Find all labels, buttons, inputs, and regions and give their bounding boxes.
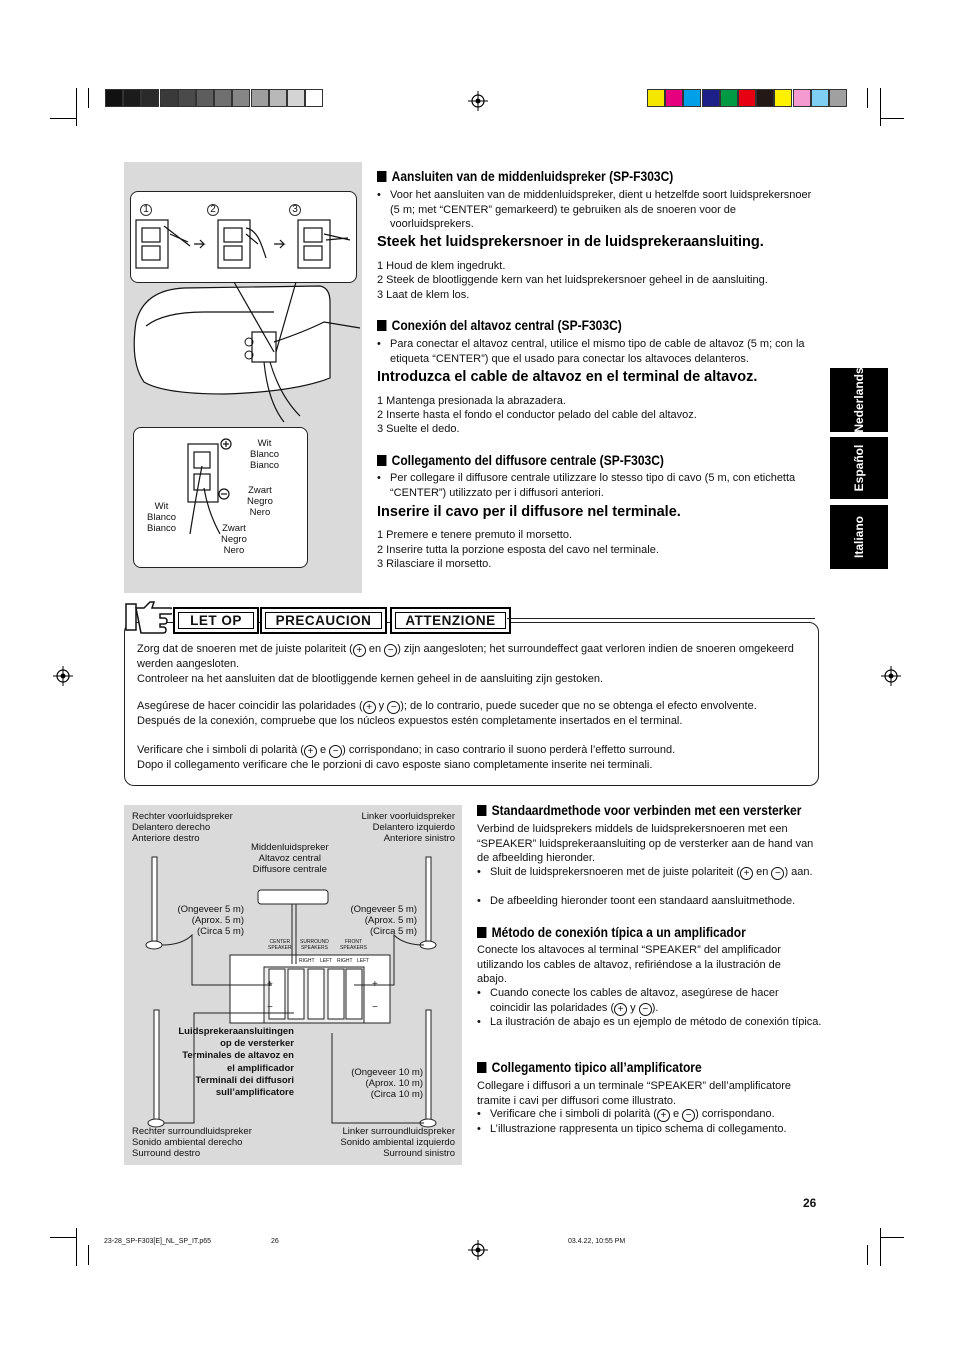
amp-label-left-2: LEFT [357, 958, 370, 964]
terminal-steps-illustration [134, 214, 354, 276]
step-es-2: 2 Inserte hasta el fondo el conductor pelado del cable del altavoz. [377, 409, 697, 421]
wire-label-white-left: Wit Blanco Bianco [147, 501, 177, 534]
subheading-it: Inserire il cavo per il diffusore nel terminale. [377, 504, 681, 520]
calibration-swatch [269, 89, 287, 107]
wire-label-black-bottom: Zwart Negro Nero [221, 523, 247, 556]
amp-label-right-2: RIGHT [337, 958, 353, 964]
calibration-swatch [232, 89, 250, 107]
bullet-nl-center: • Voor het aansluiten van de middenluidspreker, dient u hetzelfde soort luidsprekersnoer (5 m; met “CENTER” gemarkeerd) te gebruiken als de snoeren voor de voorluidsprekers. [377, 188, 815, 232]
bullet-nl-amp-1: • Sluit de luidsprekersnoeren met de juiste polariteit ( + en − ) aan. [477, 865, 820, 880]
calibration-swatch [123, 89, 141, 107]
intro-es-amp: Conecte los altavoces al terminal “SPEAKER” del amplificador utilizando los cables de altavoz, refiriéndose a la ilustración de abajo. [477, 944, 781, 985]
calibration-swatch [683, 89, 701, 107]
bullet-es-amp-2: • La ilustración de abajo es un ejemplo de método de conexión típica. [477, 1015, 830, 1030]
wire-label-black-mid: Zwart Negro Nero [247, 485, 273, 518]
crop-mark [867, 88, 868, 108]
heading-nl-amp: Standaardmethode voor verbinden met een versterker [477, 802, 801, 818]
label-center-speaker: Middenluidspreker Altavoz central Diffusore centrale [251, 842, 329, 875]
calibration-swatch [647, 89, 665, 107]
footer-filename: 23-28_SP-F303[E]_NL_SP_IT.p65 [104, 1238, 212, 1245]
amp-label-left-1: LEFT [320, 958, 333, 964]
warning-tag-precaucion: PRECAUCION [260, 607, 387, 634]
step-it-1: 1 Premere e tenere premuto il morsetto. [377, 529, 573, 541]
crop-mark [880, 1228, 881, 1266]
crop-mark [880, 88, 881, 126]
registration-target-icon [468, 91, 488, 111]
minus-icon: − [387, 701, 400, 714]
bullet-it-center: • Per collegare il diffusore centrale utilizzare lo stesso tipo di cavo (5 m, con etichetta “CENTER”) utilizzato per i diffusori anteriori. [377, 471, 810, 500]
warning-text-it: Verificare che i simboli di polarità ( + e − ) corrispondano; in caso contrario il suono perderà l’effetto surround. Dopo il collegamento verificare che le porzioni di cavo esposte siano completamente inserite nei terminali. [137, 744, 676, 771]
step-es-3: 3 Suelte el dedo. [377, 423, 460, 435]
registration-target-icon [881, 666, 901, 686]
plus-icon: + [304, 745, 317, 758]
crop-mark [88, 88, 89, 108]
heading-es-amp: Método de conexión típica a un amplificador [477, 924, 746, 940]
warning-tag-rule [507, 618, 815, 619]
tab-espanol: Español [830, 437, 888, 499]
intro-nl-amp: Verbind de luidsprekers middels de luidsprekersnoeren met een “SPEAKER” luidsprekeraansluiting op de versterker aan de hand van de afbeelding hieronder. [477, 823, 814, 864]
heading-nl-center: Aansluiten van de middenluidspreker (SP-F303C) [377, 168, 673, 184]
step-number-3: 3 [289, 204, 301, 216]
label-length-left: (Ongeveer 5 m) (Aprox. 5 m) (Circa 5 m) [177, 904, 244, 937]
step-nl-2: 2 Steek de blootliggende kern van het luidsprekersnoer geheel in de aansluiting. [377, 274, 768, 286]
page-number: 26 [803, 1196, 817, 1210]
heading-it-amp: Collegamento tipico all’amplificatore [477, 1059, 702, 1075]
pointing-hand-icon [124, 598, 172, 634]
svg-text:−: − [372, 1002, 378, 1013]
calibration-swatch [665, 89, 683, 107]
warning-tag-attenzione: ATTENZIONE [390, 607, 511, 634]
subheading-es: Introduzca el cable de altavoz en el terminal de altavoz. [377, 369, 758, 385]
plus-icon: + [657, 1109, 670, 1122]
minus-icon: − [639, 1003, 652, 1016]
crop-mark [880, 118, 904, 119]
intro-it-amp: Collegare i diffusori a un terminale “SPEAKER” dell’amplificatore tramite i cavi per diffusori come illustrato. [477, 1080, 792, 1107]
calibration-swatch [141, 89, 159, 107]
bullet-es-amp-1: • Cuando conecte los cables de altavoz, asegúrese de hacer coincidir las polaridades ( + y − ). [477, 986, 820, 1016]
calibration-swatch [756, 89, 774, 107]
label-length-right: (Ongeveer 5 m) (Aprox. 5 m) (Circa 5 m) [350, 904, 417, 937]
step-number-2: 2 [207, 204, 219, 216]
crop-mark [76, 88, 77, 126]
label-surround-left: Linker surroundluidspreker Sonido ambiental izquierdo Surround sinistro [340, 1126, 455, 1159]
crop-mark [50, 118, 76, 119]
wire-label-white-top: Wit Blanco Bianco [250, 438, 280, 471]
tab-nederlands: Nederlands [830, 368, 888, 432]
amp-label-surround: SURROUND SPEAKERS [300, 939, 329, 951]
calibration-swatch [793, 89, 811, 107]
terminal-detail-illustration [180, 436, 240, 536]
plus-icon: + [363, 701, 376, 714]
crop-mark [88, 1245, 89, 1265]
calibration-swatch [829, 89, 847, 107]
bullet-it-amp-1: • Verificare che i simboli di polarità ( + e − ) corrispondano. [477, 1107, 830, 1122]
plus-icon: + [353, 644, 366, 657]
minus-icon: − [682, 1109, 695, 1122]
bullet-it-amp-2: • L’illustrazione rappresenta un tipico schema di collegamento. [477, 1122, 830, 1137]
tab-italiano: Italiano [830, 505, 888, 569]
warning-tag-let-op: LET OP [173, 607, 259, 634]
calibration-swatch [178, 89, 196, 107]
amp-label-front: FRONT SPEAKERS [340, 939, 367, 951]
svg-text:+: + [372, 979, 378, 990]
crop-mark [867, 1245, 868, 1265]
crop-mark [880, 1237, 904, 1238]
calibration-swatch [287, 89, 305, 107]
label-surround-right: Rechter surroundluidspreker Sonido ambiental derecho Surround destro [132, 1126, 252, 1159]
step-it-3: 3 Rilasciare il morsetto. [377, 558, 492, 570]
center-speaker-illustration [124, 282, 362, 432]
step-number-1: 1 [140, 204, 152, 216]
calibration-swatch [720, 89, 738, 107]
crop-mark [50, 1237, 76, 1238]
plus-icon: + [614, 1003, 627, 1016]
calibration-swatch [774, 89, 792, 107]
calibration-swatch [251, 89, 269, 107]
svg-text:−: − [267, 1002, 273, 1013]
subheading-nl: Steek het luidsprekersnoer in de luidsprekeraansluiting. [377, 234, 764, 250]
calibration-swatch [214, 89, 232, 107]
crop-mark [76, 1228, 77, 1266]
step-nl-3: 3 Laat de klem los. [377, 289, 470, 301]
footer-date: 03.4.22, 10:55 PM [568, 1238, 626, 1245]
calibration-swatch [196, 89, 214, 107]
amp-label-right-1: RIGHT [299, 958, 315, 964]
registration-target-icon [468, 1240, 488, 1260]
registration-target-icon [53, 666, 73, 686]
minus-icon: − [771, 867, 784, 880]
calibration-swatch [738, 89, 756, 107]
step-it-2: 2 Inserire tutta la porzione esposta del cavo nel terminale. [377, 544, 659, 556]
label-length-surround: (Ongeveer 10 m) (Aprox. 10 m) (Circa 10 m) [351, 1067, 423, 1100]
minus-icon: − [329, 745, 342, 758]
bullet-nl-amp-2: • De afbeelding hieronder toont een standaard aansluitmethode. [477, 894, 835, 909]
footer-page: 26 [271, 1238, 279, 1245]
label-amp-terminals: Luidsprekeraansluitingen op de versterker Terminales de altavoz en el amplificador Terminali dei diffusori sull’amplificatore [178, 1026, 294, 1099]
label-front-right: Rechter voorluidspreker Delantero derecho Anteriore destro [132, 811, 233, 844]
plus-icon: + [740, 867, 753, 880]
amp-label-center: CENTER SPEAKER [268, 939, 292, 951]
calibration-swatch [105, 89, 123, 107]
calibration-swatch [160, 89, 178, 107]
warning-text-es: Asegúrese de hacer coincidir las polaridades ( + y − ); de lo contrario, puede suceder que no se obtenga el efecto envolvente. Después de la conexión, compruebe que los núcleos expuestos estén completamente insertados en el terminal. [137, 700, 757, 727]
calibration-swatch [702, 89, 720, 107]
step-es-1: 1 Mantenga presionada la abrazadera. [377, 395, 566, 407]
heading-it-center: Collegamento del diffusore centrale (SP-F303C) [377, 452, 664, 468]
warning-text-nl: Zorg dat de snoeren met de juiste polariteit ( + en − ) zijn aangesloten; het surroundeffect gaat verloren indien de snoeren omgekeerd werden aangesloten. Controleer na het aansluiten dat de blootliggende kernen geheel in de aansluiting zijn gestoken. [137, 643, 794, 685]
minus-icon: − [384, 644, 397, 657]
heading-es-center: Conexión del altavoz central (SP-F303C) [377, 317, 622, 333]
label-front-left: Linker voorluidspreker Delantero izquierdo Anteriore sinistro [361, 811, 455, 844]
calibration-swatch [305, 89, 323, 107]
bullet-es-center: • Para conectar el altavoz central, utilice el mismo tipo de cable de altavoz (5 m; con la etiqueta “CENTER”) que el usado para conectar los altavoces delanteros. [377, 337, 825, 366]
step-nl-1: 1 Houd de klem ingedrukt. [377, 260, 506, 272]
svg-text:+: + [267, 979, 273, 990]
calibration-swatch [811, 89, 829, 107]
